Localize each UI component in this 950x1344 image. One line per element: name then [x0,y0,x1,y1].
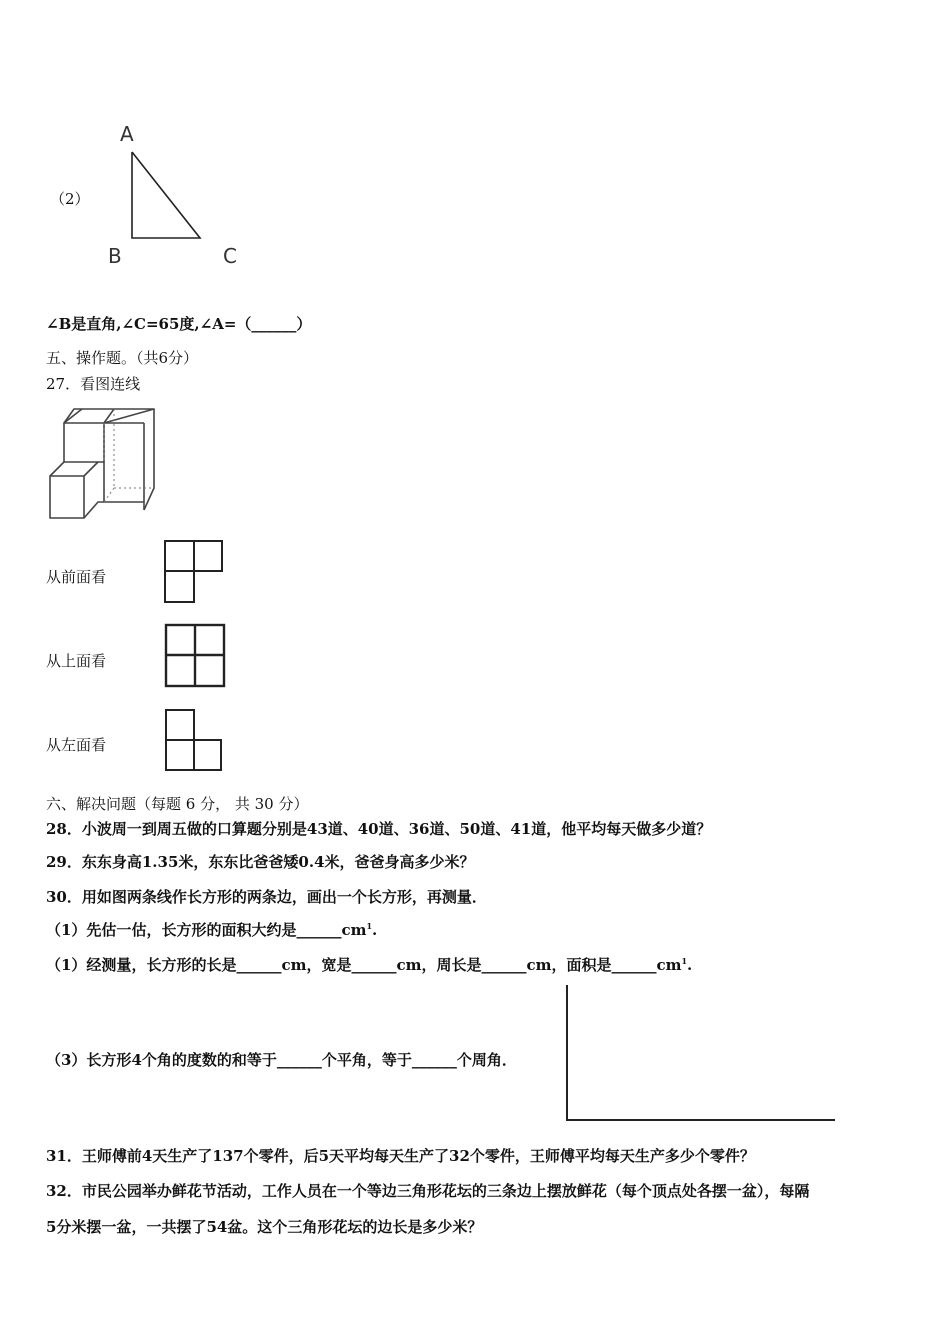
q30-text: 30．用如图两条线作长方形的两条边，画出一个长方形，再测量． [46,888,487,906]
q30-part2-text: （1）经测量，长方形的长是______cm，宽是______cm，周长是______cm，面积是______cm [46,956,682,974]
q30-part1-text: （1）先估一估，长方形的面积大约是______cm [46,921,367,939]
vertex-c-label: C [223,244,237,268]
q30-part1-sup: 1 [366,921,373,931]
q30-part2-period: . [687,956,693,974]
view-left-label: 从左面看 [46,736,107,754]
q29-text: 29．东东身高1.35米，东东比爸爸矮0.4米，爸爸身高多少米？ [46,853,475,871]
section6-heading: 六、解决问题（每题 6 分， 共 30 分） [46,795,309,813]
triangle-part-label: （2） [50,190,90,208]
q31-text: 31．王师傅前4天生产了137个零件，后5天平均每天生产了32个零件，王师傅平均每天生产多少个零件？ [46,1147,755,1165]
angle-question: ∠B是直角,∠C=65度,∠A=（______） [46,315,312,333]
rectangle-side-lines [567,985,835,1120]
q30-part3: （3）长方形4个角的度数的和等于______个平角，等于______个周角． [46,1051,517,1069]
q32-text-line1: 32．市民公园举办鲜花节活动，工作人员在一个等边三角形花坛的三条边上摆放鲜花（每个顶点处各摆一盆），每隔 [46,1182,810,1200]
view-front-label: 从前面看 [46,568,107,586]
q30-part2-sup: 1 [681,956,688,966]
q28-text: 28．小波周一到周五做的口算题分别是43道、40道、36道、50道、41道，他平均每天做多少道？ [46,820,712,838]
section5-heading: 五、操作题。（共6分） [46,349,199,367]
q30-part1-period: . [372,921,378,939]
vertex-a-label: A [120,122,134,146]
view-top-label: 从上面看 [46,652,107,670]
vertex-b-label: B [108,244,122,268]
q27-title: 27．看图连线 [46,375,141,393]
q32-text-line2: 5分米摆一盆，一共摆了54盆。这个三角形花坛的边长是多少米？ [46,1218,483,1236]
